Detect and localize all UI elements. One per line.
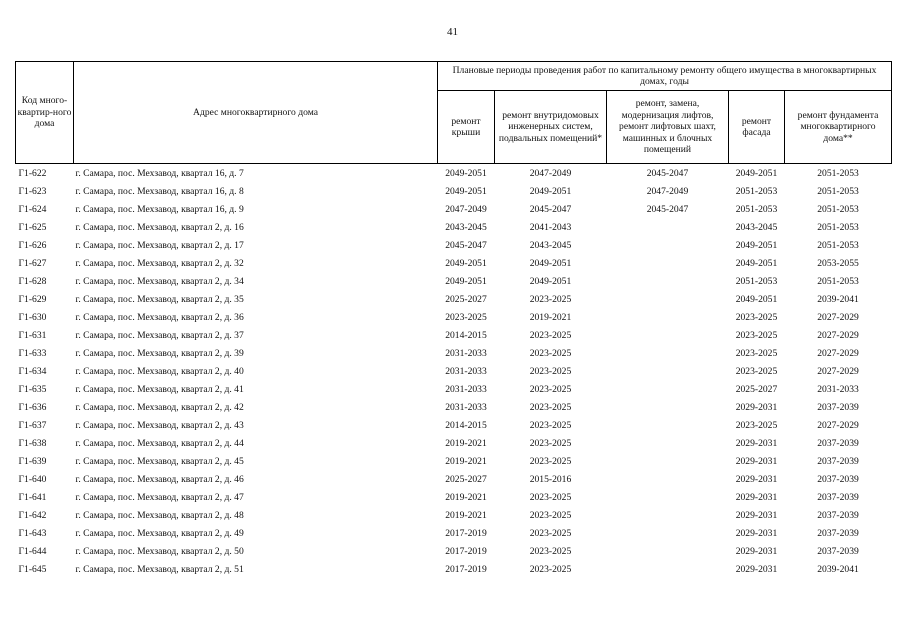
cell-facade: 2023-2025 [735,311,778,323]
cell-roof: 2049-2051 [445,185,487,197]
table-row [16,398,892,416]
cell-facade: 2049-2051 [735,257,778,269]
cell-address: г. Самара, пос. Мехзавод, квартал 2, д. 42 [75,401,244,413]
cell-address: г. Самара, пос. Мехзавод, квартал 2, д. 40 [75,365,244,377]
cell-roof: 2031-2033 [445,383,487,395]
header-systems: ремонт внутридомовых инженерных систем, подвальных помещений* [495,91,607,164]
header-code: Код много-квартир-ного дома [16,62,74,164]
cell-elevators [607,272,729,290]
table-row [16,344,892,362]
cell-address: г. Самара, пос. Мехзавод, квартал 2, д. 49 [75,527,244,539]
cell-code: Г1-634 [18,365,47,377]
cell-code: Г1-637 [18,419,47,431]
cell-address: г. Самара, пос. Мехзавод, квартал 2, д. 17 [75,239,244,251]
table-row [16,362,892,380]
cell-address: г. Самара, пос. Мехзавод, квартал 2, д. 37 [75,329,244,341]
cell-elevators [607,218,729,236]
table-row [16,164,892,183]
cell-address: г. Самара, пос. Мехзавод, квартал 2, д. 35 [75,293,244,305]
cell-code: Г1-627 [18,257,47,269]
cell-foundation: 2053-2055 [817,257,859,269]
cell-address: г. Самара, пос. Мехзавод, квартал 2, д. 34 [75,275,244,287]
cell-systems: 2023-2025 [529,419,572,431]
cell-facade: 2029-2031 [735,455,778,467]
cell-facade: 2023-2025 [735,419,778,431]
cell-address: г. Самара, пос. Мехзавод, квартал 2, д. 43 [75,419,244,431]
table-row [16,470,892,488]
cell-roof: 2043-2045 [445,221,487,233]
cell-foundation: 2027-2029 [817,347,859,359]
cell-code: Г1-636 [18,401,47,413]
cell-elevators [607,290,729,308]
cell-systems: 2023-2025 [529,527,572,539]
cell-roof: 2017-2019 [445,545,487,557]
cell-facade: 2023-2025 [735,347,778,359]
cell-foundation: 2051-2053 [817,239,859,251]
cell-systems: 2041-2043 [529,221,572,233]
cell-systems: 2015-2016 [529,473,572,485]
table-row [16,290,892,308]
cell-elevators [607,236,729,254]
header-planned-periods: Плановые периоды проведения работ по капитальному ремонту общего имущества в многоквартирных домах, годы [438,62,892,91]
cell-code: Г1-629 [18,293,47,305]
cell-address: г. Самара, пос. Мехзавод, квартал 2, д. 32 [75,257,244,269]
cell-address: г. Самара, пос. Мехзавод, квартал 2, д. 41 [75,383,244,395]
cell-roof: 2019-2021 [445,509,487,521]
cell-facade: 2049-2051 [735,167,778,179]
cell-address: г. Самара, пос. Мехзавод, квартал 16, д. 9 [75,203,244,215]
cell-systems: 2023-2025 [529,491,572,503]
cell-code: Г1-628 [18,275,47,287]
cell-code: Г1-626 [18,239,47,251]
cell-code: Г1-638 [18,437,47,449]
table-row [16,200,892,218]
table-row [16,434,892,452]
header-roof: ремонт крыши [438,91,495,164]
cell-elevators [607,452,729,470]
cell-foundation: 2027-2029 [817,329,859,341]
cell-roof: 2047-2049 [445,203,487,215]
cell-code: Г1-623 [18,185,47,197]
cell-systems: 2023-2025 [529,437,572,449]
cell-address: г. Самара, пос. Мехзавод, квартал 2, д. 48 [75,509,244,521]
cell-systems: 2023-2025 [529,545,572,557]
cell-address: г. Самара, пос. Мехзавод, квартал 2, д. 39 [75,347,244,359]
cell-code: Г1-630 [18,311,47,323]
cell-elevators [607,542,729,560]
table-row [16,308,892,326]
cell-systems: 2023-2025 [529,509,572,521]
cell-elevators: 2045-2047 [646,167,689,179]
cell-facade: 2029-2031 [735,509,778,521]
cell-systems: 2023-2025 [529,383,572,395]
table-row [16,182,892,200]
cell-elevators [607,362,729,380]
cell-roof: 2025-2027 [445,473,487,485]
cell-roof: 2045-2047 [445,239,487,251]
cell-elevators: 2045-2047 [646,203,689,215]
cell-foundation: 2037-2039 [817,455,859,467]
cell-elevators [607,326,729,344]
cell-foundation: 2051-2053 [817,221,859,233]
table-row [16,416,892,434]
cell-address: г. Самара, пос. Мехзавод, квартал 16, д. 7 [75,167,244,179]
cell-facade: 2029-2031 [735,545,778,557]
cell-code: Г1-643 [18,527,47,539]
cell-foundation: 2027-2029 [817,311,859,323]
cell-address: г. Самара, пос. Мехзавод, квартал 2, д. 44 [75,437,244,449]
cell-systems: 2023-2025 [529,563,572,575]
cell-elevators: 2047-2049 [646,185,689,197]
cell-foundation: 2039-2041 [817,293,859,305]
cell-systems: 2049-2051 [529,185,572,197]
cell-facade: 2029-2031 [735,437,778,449]
cell-systems: 2049-2051 [529,257,572,269]
table-body [16,164,892,579]
cell-roof: 2014-2015 [445,419,487,431]
cell-address: г. Самара, пос. Мехзавод, квартал 2, д. 36 [75,311,244,323]
header-facade: ремонт фасада [729,91,785,164]
cell-code: Г1-639 [18,455,47,467]
cell-systems: 2023-2025 [529,455,572,467]
cell-foundation: 2051-2053 [817,167,859,179]
header-elevators: ремонт, замена, модернизация лифтов, ремонт лифтовых шахт, машинных и блочных помещений [607,91,729,164]
cell-address: г. Самара, пос. Мехзавод, квартал 2, д. 46 [75,473,244,485]
cell-systems: 2049-2051 [529,275,572,287]
cell-facade: 2023-2025 [735,365,778,377]
cell-foundation: 2037-2039 [817,527,859,539]
cell-code: Г1-624 [18,203,47,215]
cell-elevators [607,416,729,434]
table-header [16,62,892,164]
cell-code: Г1-645 [18,563,47,575]
cell-foundation: 2037-2039 [817,437,859,449]
table-row [16,380,892,398]
cell-elevators [607,470,729,488]
cell-roof: 2019-2021 [445,437,487,449]
cell-elevators [607,560,729,578]
cell-elevators [607,344,729,362]
cell-elevators [607,398,729,416]
cell-address: г. Самара, пос. Мехзавод, квартал 2, д. 16 [75,221,244,233]
cell-roof: 2049-2051 [445,257,487,269]
table-row [16,524,892,542]
cell-roof: 2049-2051 [445,275,487,287]
cell-roof: 2014-2015 [445,329,487,341]
cell-foundation: 2027-2029 [817,365,859,377]
cell-elevators [607,524,729,542]
cell-systems: 2023-2025 [529,401,572,413]
cell-facade: 2029-2031 [735,563,778,575]
cell-facade: 2029-2031 [735,491,778,503]
cell-foundation: 2037-2039 [817,509,859,521]
cell-systems: 2023-2025 [529,293,572,305]
cell-systems: 2023-2025 [529,365,572,377]
cell-address: г. Самара, пос. Мехзавод, квартал 2, д. 47 [75,491,244,503]
cell-facade: 2029-2031 [735,473,778,485]
cell-elevators [607,308,729,326]
cell-roof: 2031-2033 [445,401,487,413]
cell-foundation: 2027-2029 [817,419,859,431]
cell-address: г. Самара, пос. Мехзавод, квартал 2, д. 45 [75,455,244,467]
cell-elevators [607,380,729,398]
table-row [16,506,892,524]
cell-elevators [607,254,729,272]
cell-facade: 2029-2031 [735,527,778,539]
table-row [16,560,892,578]
cell-roof: 2025-2027 [445,293,487,305]
cell-foundation: 2037-2039 [817,491,859,503]
header-address: Адрес многоквартирного дома [74,62,438,164]
cell-facade: 2051-2053 [735,185,778,197]
cell-roof: 2017-2019 [445,527,487,539]
cell-facade: 2051-2053 [735,275,778,287]
cell-foundation: 2037-2039 [817,401,859,413]
cell-roof: 2031-2033 [445,365,487,377]
cell-foundation: 2051-2053 [817,185,859,197]
table-row [16,326,892,344]
cell-foundation: 2051-2053 [817,203,859,215]
cell-foundation: 2037-2039 [817,545,859,557]
table-row [16,272,892,290]
cell-roof: 2031-2033 [445,347,487,359]
cell-systems: 2019-2021 [529,311,572,323]
cell-facade: 2029-2031 [735,401,778,413]
cell-roof: 2019-2021 [445,455,487,467]
cell-code: Г1-622 [18,167,47,179]
cell-elevators [607,488,729,506]
cell-foundation: 2039-2041 [817,563,859,575]
cell-systems: 2047-2049 [529,167,572,179]
cell-code: Г1-625 [18,221,47,233]
page-number: 41 [447,26,458,38]
cell-facade: 2049-2051 [735,293,778,305]
header-foundation: ремонт фундамента многоквартирного дома** [785,91,892,164]
cell-systems: 2023-2025 [529,329,572,341]
cell-systems: 2045-2047 [529,203,572,215]
cell-roof: 2019-2021 [445,491,487,503]
cell-facade: 2049-2051 [735,239,778,251]
cell-systems: 2043-2045 [529,239,572,251]
cell-roof: 2049-2051 [445,167,487,179]
cell-foundation: 2037-2039 [817,473,859,485]
table-row [16,488,892,506]
cell-roof: 2023-2025 [445,311,487,323]
cell-facade: 2023-2025 [735,329,778,341]
cell-facade: 2043-2045 [735,221,778,233]
table-row [16,236,892,254]
table-row [16,452,892,470]
cell-elevators [607,506,729,524]
cell-foundation: 2031-2033 [817,383,859,395]
cell-code: Г1-631 [18,329,47,341]
table-row [16,542,892,560]
table-row [16,254,892,272]
table-row [16,218,892,236]
cell-systems: 2023-2025 [529,347,572,359]
capital-repair-schedule-table [15,61,892,578]
cell-code: Г1-640 [18,473,47,485]
cell-elevators [607,434,729,452]
cell-foundation: 2051-2053 [817,275,859,287]
cell-address: г. Самара, пос. Мехзавод, квартал 2, д. 51 [75,563,244,575]
cell-facade: 2051-2053 [735,203,778,215]
cell-code: Г1-644 [18,545,47,557]
cell-code: Г1-642 [18,509,47,521]
cell-address: г. Самара, пос. Мехзавод, квартал 2, д. 50 [75,545,244,557]
cell-code: Г1-633 [18,347,47,359]
cell-code: Г1-635 [18,383,47,395]
cell-address: г. Самара, пос. Мехзавод, квартал 16, д. 8 [75,185,244,197]
cell-roof: 2017-2019 [445,563,487,575]
cell-facade: 2025-2027 [735,383,778,395]
cell-code: Г1-641 [18,491,47,503]
